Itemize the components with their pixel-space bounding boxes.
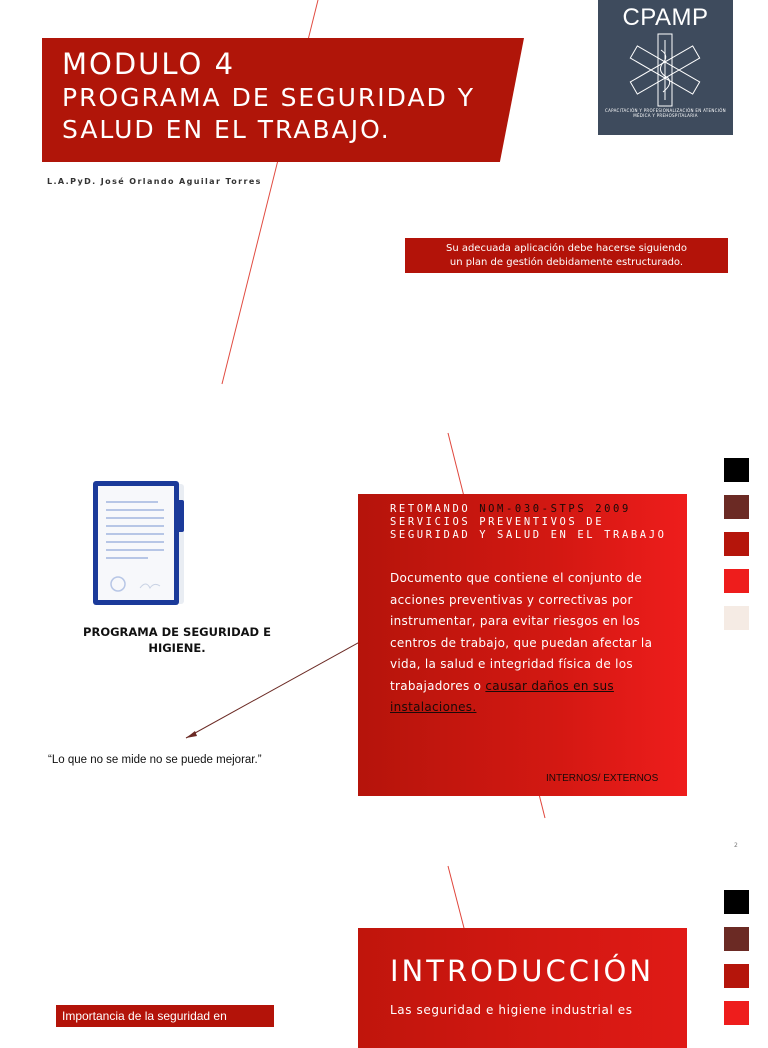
card-heading-norm: NOM-030-STPS 2009 [479, 503, 631, 515]
color-swatch [724, 532, 749, 556]
card-footer: INTERNOS/ EXTERNOS [546, 773, 659, 784]
card-heading-prefix: RETOMANDO [390, 503, 480, 515]
intro-card [358, 928, 687, 1048]
importance-box: Importancia de la seguridad en [56, 1005, 274, 1027]
document-label-line-2: HIGIENE. [148, 641, 206, 655]
quote-text: “Lo que no se mide no se puede mejorar.” [48, 754, 262, 766]
slide-title [62, 46, 475, 146]
page-number: 2 [734, 842, 738, 849]
color-swatch [724, 927, 749, 951]
color-swatch [724, 1001, 749, 1025]
logo-name: CPAMP [622, 4, 709, 31]
note-box [405, 238, 728, 273]
color-swatch [724, 458, 749, 482]
document-label-line-1: PROGRAMA DE SEGURIDAD E [83, 625, 271, 639]
note-text: Su adecuada aplicación debe hacerse siguiendo un plan de gestión debidamente estructurado. [445, 242, 688, 268]
color-swatch [724, 569, 749, 593]
color-swatch [724, 890, 749, 914]
card-heading-rest: SERVICIOS PREVENTIVOS DE SEGURIDAD Y SALUD EN EL TRABAJO [390, 516, 667, 541]
color-swatch [724, 606, 749, 630]
title-line-3: SALUD EN EL TRABAJO. [62, 115, 391, 144]
author-name: L.A.PyD. José Orlando Aguilar Torres [47, 177, 262, 186]
color-swatch [724, 964, 749, 988]
card-body-text: Documento que contiene el conjunto de acciones preventivas y correctivas por instrumentar, para evitar riesgos en los centros de trabajo, que puedan afectar la vida, la salud e integridad física de los trabajadores o [390, 571, 653, 693]
card-body [390, 568, 665, 719]
intro-text: Las seguridad e higiene industrial es [390, 1003, 633, 1017]
title-line-2: PROGRAMA DE SEGURIDAD Y [62, 83, 476, 112]
arrow-head-icon [186, 731, 197, 738]
document-label [44, 624, 310, 656]
logo [598, 0, 733, 135]
document-icon [88, 478, 188, 610]
logo-tagline: CAPACITACIÓN Y PROFESIONALIZACIÓN EN ATENCIÓN MÉDICA Y PREHOSPITALARIA [605, 108, 726, 118]
color-swatch [724, 495, 749, 519]
intro-title: INTRODUCCIÓN [390, 954, 655, 988]
card-heading [390, 503, 670, 542]
title-module: MODULO 4 [62, 47, 236, 81]
card-body-link[interactable]: causar daños en sus instalaciones. [390, 678, 614, 714]
